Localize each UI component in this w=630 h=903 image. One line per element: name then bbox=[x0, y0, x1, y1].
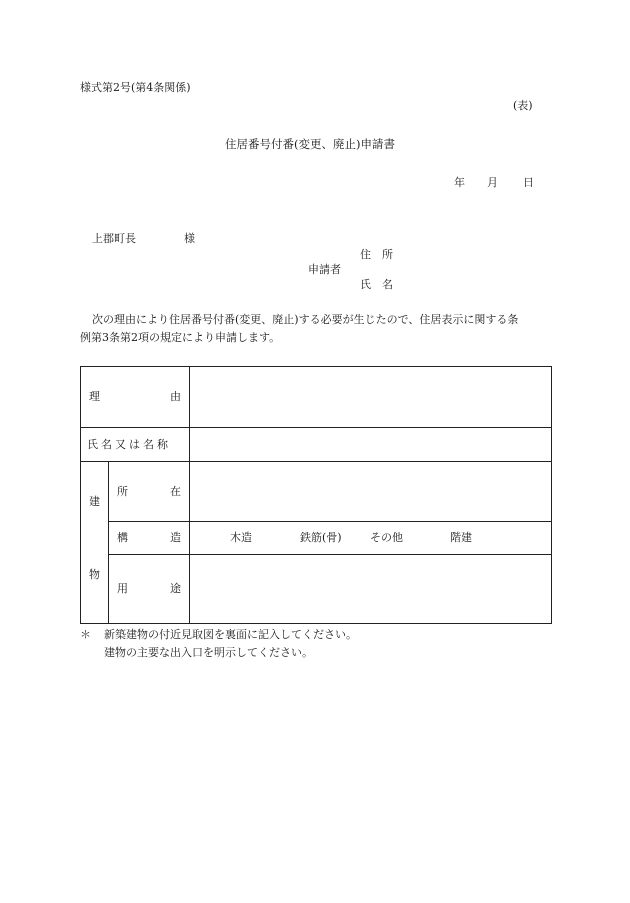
applicant-address-label: 住 所 bbox=[360, 248, 393, 261]
reason-row bbox=[81, 367, 552, 428]
building-label bbox=[81, 462, 109, 624]
reason-field[interactable] bbox=[190, 367, 552, 428]
usage-label-right: 途 bbox=[170, 582, 181, 595]
structure-option-other[interactable]: その他 bbox=[370, 531, 403, 544]
side-label: (表) bbox=[513, 99, 533, 112]
note-line2: 建物の主要な出入口を明示してください。 bbox=[104, 646, 313, 659]
location-label-right: 在 bbox=[170, 484, 181, 498]
applicant-name-label: 氏 名 bbox=[360, 278, 393, 291]
building-label-top: 建 bbox=[89, 495, 100, 508]
usage-field[interactable] bbox=[190, 555, 552, 624]
usage-label-left: 用 bbox=[117, 582, 128, 595]
document-title: 住居番号付番(変更、廃止)申請書 bbox=[225, 137, 395, 151]
date-day: 日 bbox=[523, 176, 534, 189]
usage-row bbox=[81, 555, 552, 624]
owner-field[interactable] bbox=[190, 428, 552, 462]
body-text-line1: 次の理由により住居番号付番(変更、廃止)する必要が生じたので、住居表示に関する条 bbox=[92, 313, 519, 326]
reason-label bbox=[81, 367, 190, 428]
structure-field[interactable] bbox=[190, 522, 552, 555]
structure-label-right: 造 bbox=[170, 531, 181, 544]
application-table bbox=[80, 366, 552, 624]
note-mark: ＊ bbox=[80, 628, 91, 641]
location-label-left: 所 bbox=[117, 484, 128, 498]
body-text-line2: 例第3条第2項の規定により申請します。 bbox=[80, 331, 281, 344]
owner-label-text: 氏名又は名称 bbox=[87, 437, 171, 451]
structure-label bbox=[109, 522, 190, 555]
location-field[interactable] bbox=[190, 462, 552, 522]
owner-row bbox=[81, 428, 552, 462]
structure-label-left: 構 bbox=[117, 531, 128, 544]
location-label bbox=[109, 462, 190, 522]
location-row bbox=[81, 462, 552, 522]
date-month: 月 bbox=[487, 176, 498, 189]
structure-option-wood[interactable]: 木造 bbox=[230, 531, 252, 544]
reason-label-right: 由 bbox=[170, 390, 181, 403]
addressee-name: 上郡町長 bbox=[92, 232, 136, 245]
note-line1: 新築建物の付近見取図を裏面に記入してください。 bbox=[104, 628, 357, 641]
structure-row bbox=[81, 522, 552, 555]
form-number: 様式第2号(第4条関係) bbox=[80, 81, 191, 94]
structure-option-floors[interactable]: 階建 bbox=[450, 531, 472, 544]
owner-label bbox=[81, 428, 190, 462]
usage-label bbox=[109, 555, 190, 624]
building-label-bottom: 物 bbox=[89, 568, 100, 581]
addressee-honorific: 様 bbox=[184, 232, 195, 245]
structure-option-steel[interactable]: 鉄筋(骨) bbox=[300, 531, 342, 544]
applicant-label: 申請者 bbox=[308, 263, 341, 276]
date-year: 年 bbox=[454, 176, 465, 189]
reason-label-left: 理 bbox=[89, 390, 100, 403]
